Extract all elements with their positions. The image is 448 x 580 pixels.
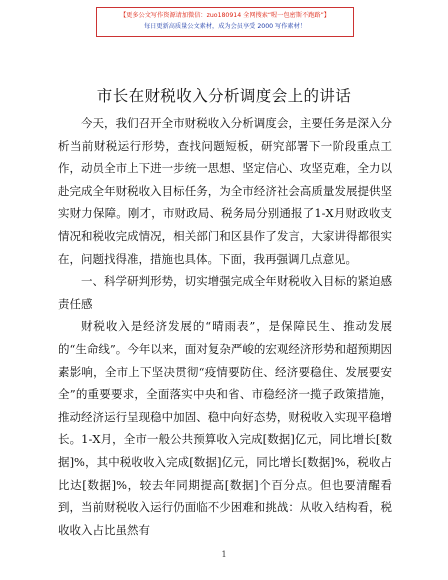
section-heading-1: 一、科学研判形势，切实增强完成全年财税收入目标的紧迫感责任感 bbox=[58, 274, 392, 311]
page-number: 1 bbox=[221, 550, 227, 559]
paragraph-section-1: 财税收入是经济发展的“晴雨表”，是保障民生、推动发展的“生命线”。今年以来，面对复杂严峻的宏观经济形势和超预期因素影响，全市上下坚决贯彻“疫情要防住、经济要稳住、发展要安全”的重要要求，全面落实中央和省、市稳经济一揽子政策措施，推动经济运行呈现稳中加固、稳中向好态势，财税收入实现平稳增长。1-X月，全市一般公共预算收入完成[数据]亿元，同比增长[数据]%，其中税收收入完成[数据]亿元，同比增长[数据]%，税收占比达[数据]%，较去年同期提高[数据]个百分点。但也要清醒看到，当前财税收入运行仍面临不少困难和挑战：从收入结构看，税收收入占比虽然有 bbox=[58, 319, 392, 537]
document-body bbox=[58, 112, 392, 541]
document-title: 市长在财税收入分析调度会上的讲话 bbox=[96, 87, 352, 105]
paragraph-intro: 今天，我们召开全市财税收入分析调度会，主要任务是深入分析当前财税运行形势，查找问题短板，研究部署下一阶段重点工作，动员全市上下进一步统一思想、坚定信心、攻坚克难，全力以赴完成全年财税收入目标任务，为全市经济社会高质量发展提供坚实财力保障。刚才，市财政局、税务局分别通报了1-X月财政收支情况和税收完成情况，相关部门和区县作了发言，大家讲得都很实在，问题找得准，措施也具体。下面，我再强调几点意见。 bbox=[58, 116, 392, 266]
banner-line-1: 【更多公文写作资源请加微信：zuo180914 全网搜索“喔一包密斯不跑路”】 bbox=[119, 12, 330, 19]
banner-line-2: 每日更新高质量公文素材，成为会员享受 2000 写作素材！ bbox=[144, 23, 306, 30]
header-banner bbox=[96, 7, 354, 37]
